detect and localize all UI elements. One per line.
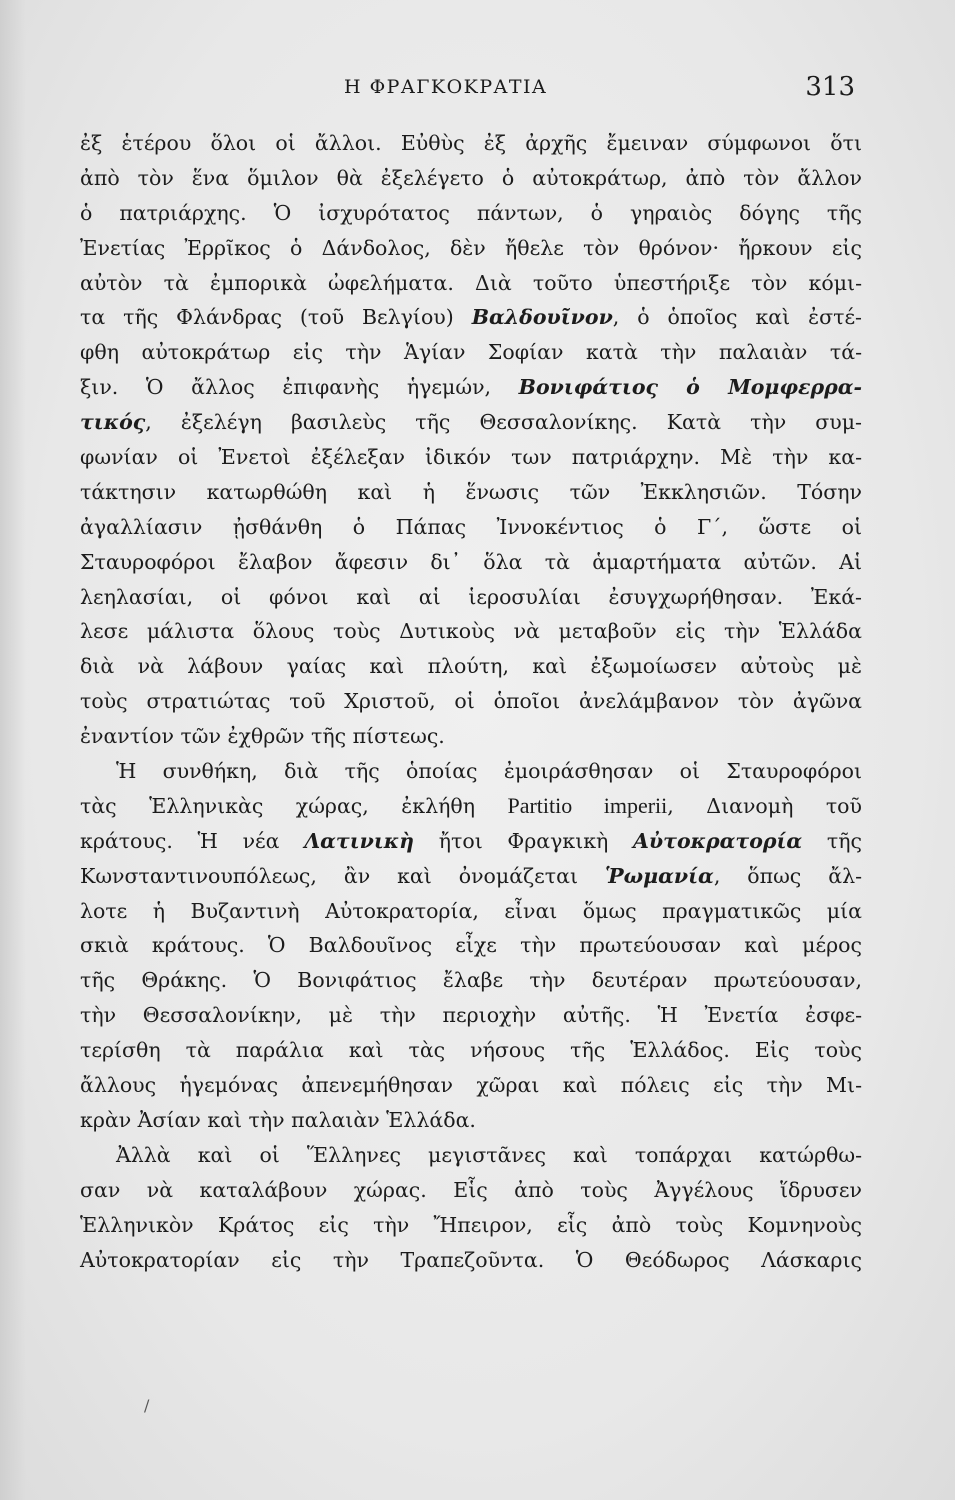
text-line: ξιν. Ὁ ἄλλος ἐπιφανὴς ἡγεμών, Βονιφάτιος ὁ Μομφερρα- [80, 375, 863, 400]
main-text [80, 126, 862, 1277]
text-line: τὰς Ἑλληνικὰς χώρας, ἐκλήθη Partitio imperii, Διανομὴ τοῦ [80, 792, 862, 818]
emphasis-boniface: Βονιφάτιος ὁ Μομφερρα- [518, 375, 863, 400]
text-line: ἐναντίον τῶν ἐχθρῶν τῆς πίστεως. [80, 724, 445, 749]
spine-shadow [0, 0, 26, 1500]
emphasis-latin: Λατινικὴ [304, 828, 415, 853]
text-line: Ἡ συνθήκη, διὰ τῆς ὁποίας ἐμοιράσθησαν οἱ Σταυροφόροι [116, 759, 862, 784]
stray-mark: / [144, 1396, 150, 1415]
text-line: Κωνσταντινουπόλεως, ἂν καὶ ὀνομάζεται Ῥωμανία, ὅπως ἄλ- [80, 863, 862, 888]
text-line: τοὺς στρατιώτας τοῦ Χριστοῦ, οἱ ὁποῖοι ἀνελάμβανον τὸν ἀγῶνα [80, 689, 862, 714]
emphasis-boniface-cont: τικός [80, 410, 146, 435]
text-line: σκιὰ κράτους. Ὁ Βαλδουῖνος εἶχε τὴν πρωτεύουσαν καὶ μέρος [80, 933, 862, 958]
text-line: Ἀλλὰ καὶ οἱ Ἕλληνες μεγιστᾶνες καὶ τοπάρχαι κατώρθω- [116, 1142, 862, 1167]
text-line: τα τῆς Φλάνδρας (τοῦ Βελγίου) Βαλδουῖνον, ὁ ὁποῖος καὶ ἐστέ- [80, 305, 862, 330]
text-line: λεσε μάλιστα ὅλους τοὺς Δυτικοὺς νὰ μεταβοῦν εἰς τὴν Ἑλλάδα [80, 619, 862, 644]
text-line: κράτους. Ἡ νέα Λατινικὴ ἤτοι Φραγκικὴ Αὐτοκρατορία τῆς [80, 828, 863, 853]
text-line: τικός, ἐξελέγη βασιλεὺς τῆς Θεσσαλονίκης. Κατὰ τὴν συμ- [80, 410, 862, 435]
emphasis-empire: Αὐτοκρατορία [633, 828, 803, 853]
text-line: Ἑλληνικὸν Κράτος εἰς τὴν Ἤπειρον, εἷς ἀπὸ τοὺς Κομνηνοὺς [80, 1212, 862, 1237]
text-line: ἐξ ἑτέρου ὅλοι οἱ ἄλλοι. Εὐθὺς ἐξ ἀρχῆς ἔμειναν σύμφωνοι ὅτι [80, 131, 862, 155]
text-line: τερίσθη τὰ παράλια καὶ τὰς νήσους τῆς Ἑλλάδος. Εἰς τοὺς [80, 1038, 862, 1063]
text-line: Ἐνετίας Ἐρρῖκος ὁ Δάνδολος, δὲν ἤθελε τὸν θρόνον· ἤρκουν εἰς [80, 235, 862, 260]
running-head: Η ΦΡΑΓΚΟΚΡΑΤΙΑ [344, 76, 548, 98]
text-line: τὴν Θεσσαλονίκην, μὲ τὴν περιοχὴν αὐτῆς. Ἡ Ἐνετία ἐσφε- [80, 1003, 862, 1028]
text-line: ἄλλους ἡγεμόνας ἀπενεμήθησαν χῶραι καὶ πόλεις εἰς τὴν Μι- [80, 1073, 862, 1098]
text-line: λοτε ἡ Βυζαντινὴ Αὐτοκρατορία, εἶναι ὅμως πραγματικῶς μία [80, 898, 862, 923]
text-line: ἀπὸ τὸν ἕνα ὅμιλον θὰ ἐξελέγετο ὁ αὐτοκράτωρ, ἀπὸ τὸν ἄλλον [80, 165, 862, 190]
text-line: λεηλασίαι, οἱ φόνοι καὶ αἱ ἱεροσυλίαι ἐσυγχωρήθησαν. Ἐκά- [80, 584, 862, 609]
text-line: φωνίαν οἱ Ἐνετοὶ ἐξέλεξαν ἰδικόν των πατριάρχην. Μὲ τὴν κα- [80, 445, 862, 470]
text-line: Σταυροφόροι ἔλαβον ἄφεσιν δι᾽ ὅλα τὰ ἁμαρτήματα αὐτῶν. Αἱ [80, 549, 862, 574]
latin-term: Partitio imperii [507, 792, 668, 818]
page-number: 313 [805, 72, 855, 102]
text-line: διὰ νὰ λάβουν γαίας καὶ πλούτη, καὶ ἐξωμοίωσεν αὐτοὺς μὲ [80, 654, 862, 679]
text-line: ὁ πατριάρχης. Ὁ ἰσχυρότατος πάντων, ὁ γηραιὸς δόγης τῆς [80, 200, 862, 225]
emphasis-baldwin: Βαλδουῖνον [471, 305, 613, 330]
text-line: τάκτησιν κατωρθώθη καὶ ἡ ἕνωσις τῶν Ἐκκλησιῶν. Τόσην [80, 479, 862, 504]
text-line: Αὐτοκρατορίαν εἰς τὴν Τραπεζοῦντα. Ὁ Θεόδωρος Λάσκαρις [80, 1247, 862, 1272]
text-line: τῆς Θράκης. Ὁ Βονιφάτιος ἔλαβε τὴν δευτέραν πρωτεύουσαν, [80, 968, 862, 993]
text-line: κρὰν Ἀσίαν καὶ τὴν παλαιὰν Ἑλλάδα. [80, 1107, 476, 1132]
emphasis-romania: Ῥωμανία [604, 863, 714, 888]
text-line: αὐτὸν τὰ ἐμπορικὰ ὠφελήματα. Διὰ τοῦτο ὑπεστήριξε τὸν κόμι- [80, 270, 862, 295]
text-line: σαν νὰ καταλάβουν χώρας. Εἷς ἀπὸ τοὺς Ἀγγέλους ἵδρυσεν [80, 1177, 862, 1202]
text-line: ἀγαλλίασιν ᾐσθάνθη ὁ Πάπας Ἰννοκέντιος ὁ Γ΄, ὥστε οἱ [80, 514, 862, 539]
text-line: φθη αὐτοκράτωρ εἰς τὴν Ἁγίαν Σοφίαν κατὰ τὴν παλαιὰν τά- [80, 340, 862, 365]
